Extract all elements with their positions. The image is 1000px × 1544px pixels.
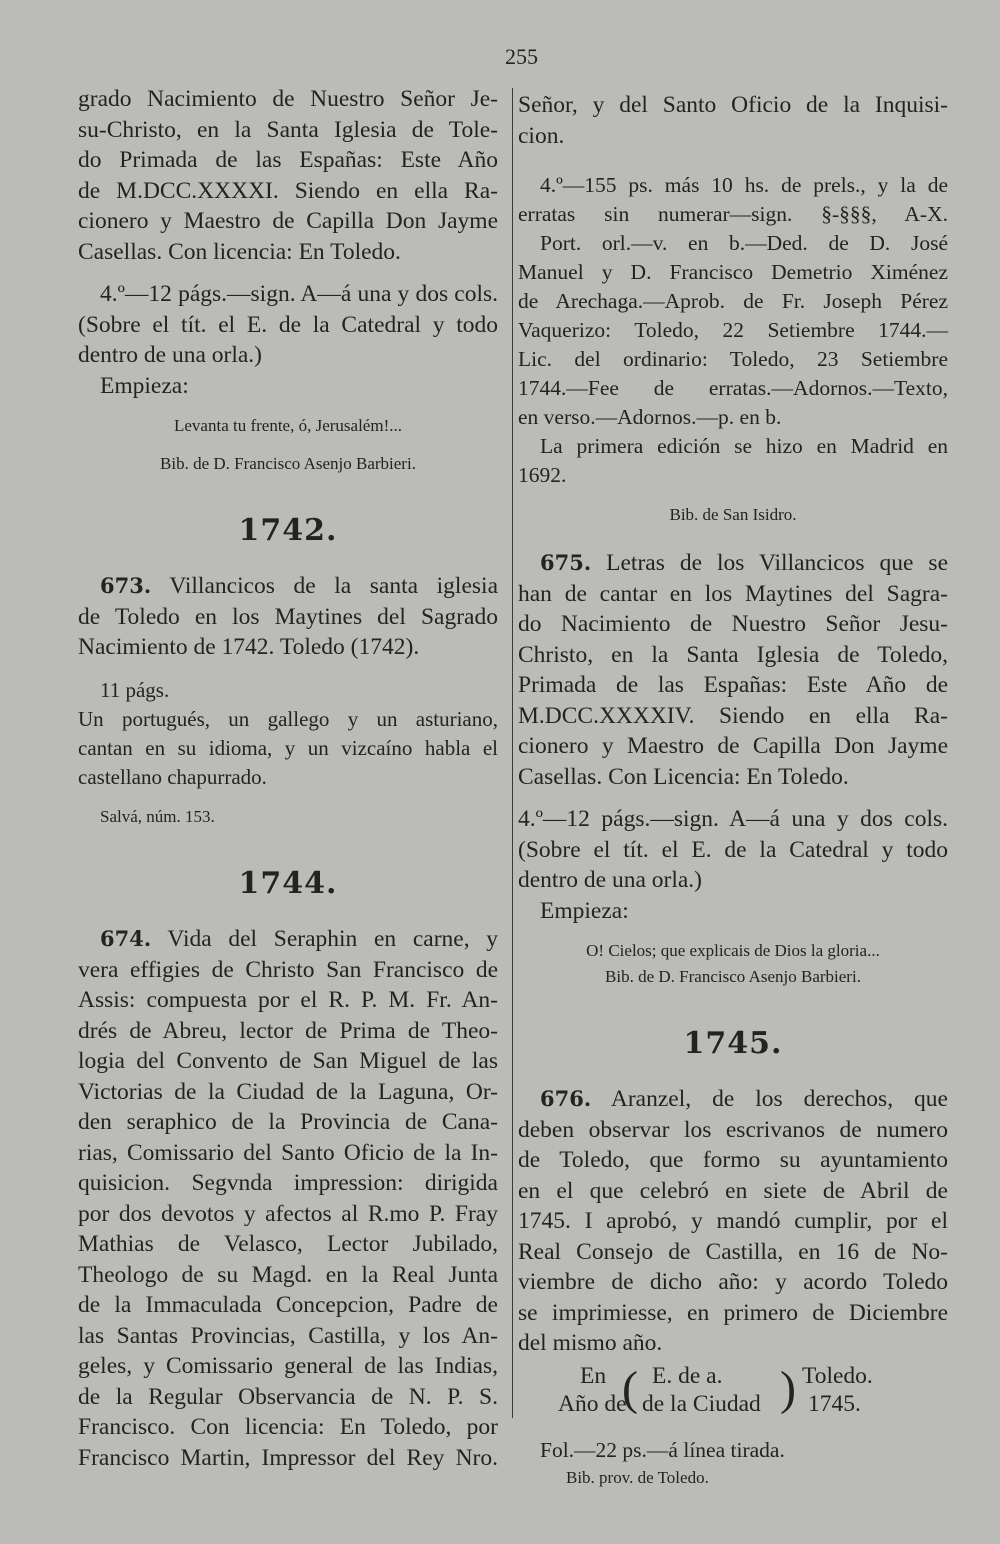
empieza-label: Empieza: bbox=[100, 372, 189, 399]
incipit: Levanta tu frente, ó, Jerusalém!... bbox=[174, 416, 402, 435]
text-line: Victorias de la Ciudad de la Laguna, Or- bbox=[78, 1078, 498, 1105]
entry-number: 675. bbox=[540, 550, 592, 575]
text-line: Vida del Seraphin en carne, y bbox=[167, 926, 499, 952]
text-line: Villancicos de la santa iglesia bbox=[169, 573, 498, 599]
entry-676 bbox=[518, 1084, 948, 1359]
imprint-toledo: Toledo. bbox=[802, 1362, 873, 1389]
text-line: Un portugués, un gallego y un asturiano, bbox=[78, 707, 498, 731]
text-line: Christo, en la Santa Iglesia de Toledo, bbox=[518, 641, 948, 668]
text-line: cionero y Maestro de Capilla Don Jayme bbox=[78, 208, 498, 234]
entry-description bbox=[518, 804, 948, 926]
entry-674 bbox=[78, 924, 498, 1473]
text-line: de la Regular Observancia de N. P. S. bbox=[78, 1383, 498, 1410]
text-line: de la Immaculada Concepcion, Padre de bbox=[78, 1292, 498, 1318]
text-line: (Sobre el tít. el E. de la Catedral y todo bbox=[78, 311, 498, 338]
text-line: geles, y Comissario general de las Indias, bbox=[78, 1353, 498, 1379]
text-line: su-Christo, en la Santa Iglesia de Tole- bbox=[78, 116, 498, 143]
text-line: do Nacimiento de Nuestro Señor Jesu- bbox=[518, 611, 948, 637]
text-line: Casellas. Con licencia: En Toledo. bbox=[78, 238, 401, 265]
entry-note bbox=[78, 705, 498, 792]
imprint-e-de-a: E. de a. bbox=[652, 1362, 723, 1389]
right-brace: ) bbox=[780, 1361, 796, 1415]
text-line: cion. bbox=[518, 122, 565, 149]
text-line: Casellas. Con Licencia: En Toledo. bbox=[518, 763, 849, 790]
imprint-block bbox=[518, 1359, 948, 1423]
empieza-label: Empieza: bbox=[540, 897, 629, 924]
text-line: 1692. bbox=[518, 463, 567, 487]
text-line: 1744.—Fee de erratas.—Adornos.—Texto, bbox=[518, 376, 948, 400]
text-line: de Toledo, que formo su ayuntamiento bbox=[518, 1147, 948, 1173]
left-column bbox=[78, 84, 498, 1473]
text-line: Assis: compuesta por el R. P. M. Fr. An- bbox=[78, 987, 498, 1013]
entry-description: Fol.—22 ps.—á línea tirada. bbox=[540, 1437, 785, 1462]
text-line: cionero y Maestro de Capilla Don Jayme bbox=[518, 733, 948, 759]
left-brace: ( bbox=[622, 1361, 638, 1415]
library-reference: Bib. prov. de Toledo. bbox=[566, 1468, 709, 1487]
text-line: Letras de los Villancicos que se bbox=[606, 550, 949, 576]
text-line: cantan en su idioma, y un vizcaíno habla el bbox=[78, 736, 498, 760]
imprint-en: En bbox=[580, 1362, 607, 1389]
text-line: Mathias de Velasco, Lector Jubilado, bbox=[78, 1231, 498, 1257]
text-line: M.DCC.XXXXIV. Siendo en ella Ra- bbox=[518, 702, 948, 729]
imprint-ano-de: Año de bbox=[558, 1390, 627, 1417]
entry-675 bbox=[518, 548, 948, 792]
text-line: en verso.—Adornos.—p. en b. bbox=[518, 405, 782, 429]
year-heading: 1745. bbox=[683, 1026, 783, 1061]
text-line: de Toledo en los Maytines del Sagrado bbox=[78, 603, 498, 630]
text-line: do Primada de las Españas: Este Año bbox=[78, 147, 498, 173]
text-line: La primera edición se hizo en Madrid en bbox=[540, 434, 948, 458]
continued-entry-title bbox=[78, 84, 498, 267]
text-line: por dos devotos y afectos al R.mo P. Fray bbox=[78, 1200, 498, 1227]
text-line: rias, Comissario del Santo Oficio de la In- bbox=[78, 1139, 498, 1166]
text-line: Aranzel, de los derechos, que bbox=[610, 1086, 948, 1112]
text-line: se imprimiesse, en primero de Diciembre bbox=[518, 1299, 948, 1326]
entry-674-continued bbox=[518, 90, 948, 151]
library-reference: Bib. de San Isidro. bbox=[669, 505, 797, 524]
incipit: O! Cielos; que explicais de Dios la gloria... bbox=[586, 941, 880, 960]
text-line: Port. orl.—v. en b.—Ded. de D. José bbox=[540, 231, 948, 255]
library-reference: Bib. de D. Francisco Asenjo Barbieri. bbox=[160, 454, 416, 473]
text-line: logia del Convento de San Miguel de las bbox=[78, 1048, 498, 1074]
text-line: de Arechaga.—Aprob. de Fr. Joseph Pérez bbox=[518, 289, 948, 313]
entry-number: 673. bbox=[100, 573, 152, 598]
text-line: Lic. del ordinario: Toledo, 23 Setiembre bbox=[518, 347, 948, 371]
text-line: 4.º—155 ps. más 10 hs. de prels., y la de bbox=[540, 173, 948, 197]
text-line: dentro de una orla.) bbox=[78, 342, 263, 368]
text-line: 4.º—12 págs.—sign. A—á una y dos cols. bbox=[100, 281, 498, 307]
text-line: Nacimiento de 1742. Toledo (1742). bbox=[78, 634, 420, 660]
text-line: grado Nacimiento de Nuestro Señor Je- bbox=[78, 86, 498, 112]
text-line: deben observar los escrivanos de numero bbox=[518, 1116, 948, 1143]
page-number: 255 bbox=[505, 44, 538, 69]
entry-description bbox=[518, 171, 948, 490]
column-divider bbox=[512, 88, 513, 1418]
entry-number: 674. bbox=[100, 926, 152, 951]
text-line: Real Consejo de Castilla, en 16 de No- bbox=[518, 1238, 948, 1265]
text-line: las Santas Provincias, Castilla, y los An- bbox=[78, 1322, 498, 1349]
continued-entry-description bbox=[78, 279, 498, 401]
text-line: Manuel y D. Francisco Demetrio Ximénez bbox=[518, 260, 948, 284]
text-line: en el que celebró en siete de Abril de bbox=[518, 1177, 948, 1204]
text-line: den seraphico de la Provincia de Cana- bbox=[78, 1109, 498, 1135]
year-heading: 1744. bbox=[238, 866, 338, 901]
text-line: Señor, y del Santo Oficio de la Inquisi- bbox=[518, 92, 948, 118]
entry-number: 676. bbox=[540, 1086, 592, 1111]
text-line: castellano chapurrado. bbox=[78, 765, 267, 789]
text-line: vera effigies de Christo San Francisco de bbox=[78, 956, 498, 983]
imprint-de-la-ciudad: de la Ciudad bbox=[642, 1390, 761, 1417]
text-line: 4.º—12 págs.—sign. A—á una y dos cols. bbox=[518, 806, 948, 832]
text-line: quisicion. Segvnda impression: dirigida bbox=[78, 1170, 498, 1196]
text-line: viembre de dicho año: y acordo Toledo bbox=[518, 1269, 948, 1295]
right-column bbox=[518, 90, 948, 1491]
text-line: Theologo de su Magd. en la Real Junta bbox=[78, 1261, 498, 1288]
text-line: Vaquerizo: Toledo, 22 Setiembre 1744.— bbox=[518, 318, 948, 342]
text-line: han de cantar en los Maytines del Sagra- bbox=[518, 580, 948, 607]
text-line: dentro de una orla.) bbox=[518, 867, 703, 893]
library-reference: Salvá, núm. 153. bbox=[100, 807, 215, 826]
text-line: Primada de las Españas: Este Año de bbox=[518, 672, 948, 698]
imprint-year: 1745. bbox=[808, 1390, 861, 1417]
text-line: (Sobre el tít. el E. de la Catedral y todo bbox=[518, 836, 948, 863]
library-reference: Bib. de D. Francisco Asenjo Barbieri. bbox=[605, 967, 861, 986]
text-line: 1745. I aprobó, y mandó cumplir, por el bbox=[518, 1208, 948, 1234]
text-line: Francisco Martin, Impressor del Rey Nro. bbox=[78, 1444, 498, 1471]
text-line: erratas sin numerar—sign. §-§§§, A-X. bbox=[518, 202, 948, 226]
text-line: de M.DCC.XXXXI. Siendo en ella Ra- bbox=[78, 177, 498, 204]
text-line: drés de Abreu, lector de Prima de Theo- bbox=[78, 1017, 498, 1044]
entry-description: 11 págs. bbox=[100, 677, 170, 702]
text-line: del mismo año. bbox=[518, 1330, 663, 1356]
year-heading: 1742. bbox=[238, 513, 338, 548]
text-line: Francisco. Con licencia: En Toledo, por bbox=[78, 1414, 498, 1440]
entry-673 bbox=[78, 571, 498, 663]
